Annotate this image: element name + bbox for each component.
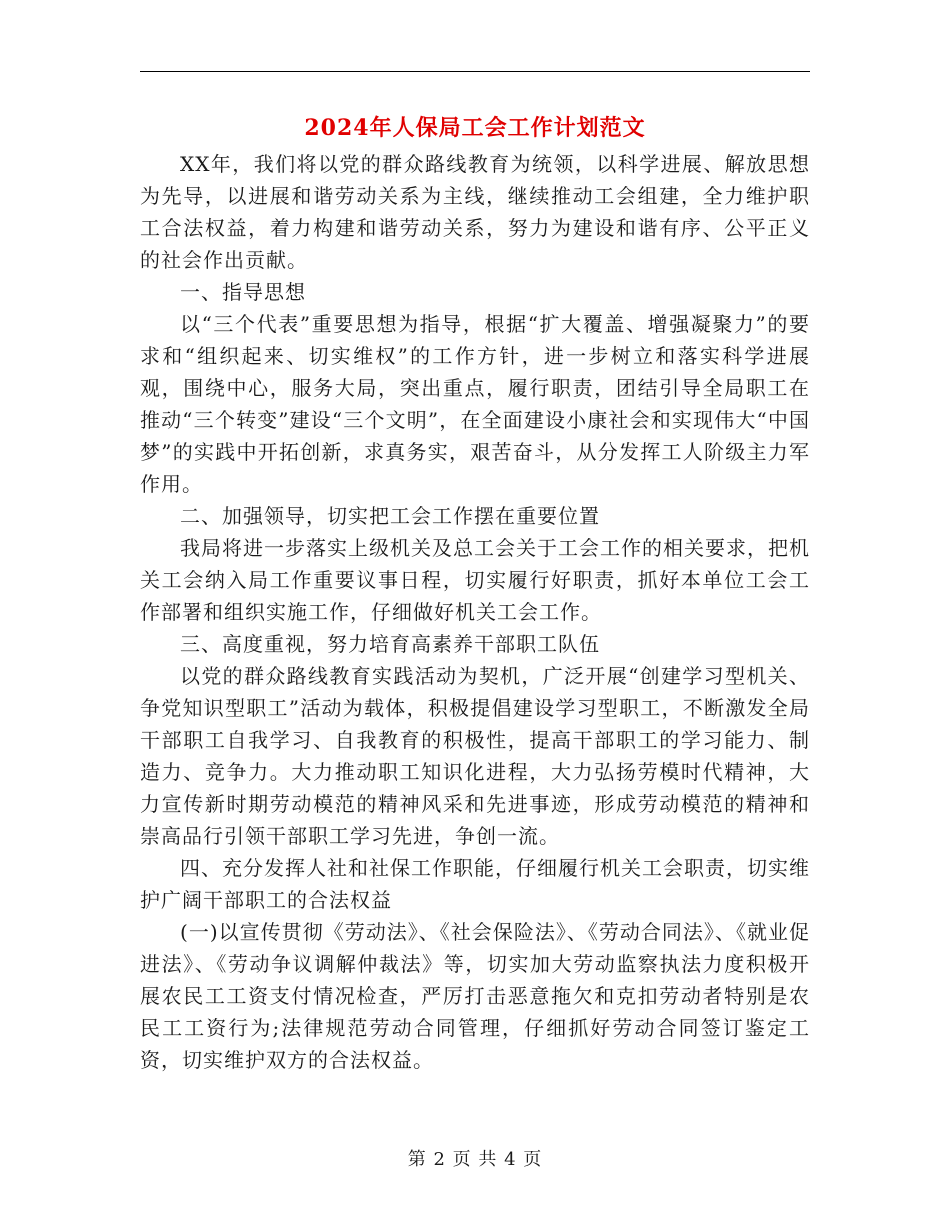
document-body — [140, 148, 810, 1076]
header-rule — [140, 71, 810, 72]
section-heading-1: 一、指导思想 — [180, 280, 306, 304]
section-heading-4: 四、充分发挥人社和社保工作职能，仔细履行机关工会职责，切实维护广阔干部职工的合法权益 — [140, 856, 810, 912]
page-footer: 第 2 页 共 4 页 — [407, 1149, 543, 1170]
section-paragraph-3: 以党的群众路线教育实践活动为契机，广泛开展“创建学习型机关、争党知识型职工”活动为载体，积极提倡建设学习型职工，不断激发全局干部职工自我学习、自我教育的积极性，提高干部职工的学习能力、制造力、竞争力。大力推动职工知识化进程，大力弘扬劳模时代精神，大力宣传新时期劳动模范的精神风采和先进事迹，形成劳动模范的精神和崇高品行引领干部职工学习先进，争创一流。 — [140, 664, 810, 848]
section-heading-2: 二、加强领导，切实把工会工作摆在重要位置 — [180, 504, 600, 528]
document-title: 2024年人保局工会工作计划范文 — [304, 115, 646, 141]
section-paragraph-1: 以“三个代表”重要思想为指导，根据“扩大覆盖、增强凝聚力”的要求和“组织起来、切实维权”的工作方针，进一步树立和落实科学进展观，围绕中心，服务大局，突出重点，履行职责，团结引导全局职工在推动“三个转变”建设“三个文明”，在全面建设小康社会和实现伟大“中国梦”的实践中开拓创新，求真务实，艰苦奋斗，从分发挥工人阶级主力军作用。 — [140, 312, 810, 496]
section-paragraph-4: (一)以宣传贯彻《劳动法》、《社会保险法》、《劳动合同法》、《就业促进法》、《劳动争议调解仲裁法》等，切实加大劳动监察执法力度积极开展农民工工资支付情况检查，严厉打击恶意拖欠和克扣劳动者特别是农民工工资行为;法律规范劳动合同管理，仔细抓好劳动合同签订鉴定工资，切实维护双方的合法权益。 — [140, 920, 810, 1072]
section-paragraph-2: 我局将进一步落实上级机关及总工会关于工会工作的相关要求，把机关工会纳入局工作重要议事日程，切实履行好职责，抓好本单位工会工作部署和组织实施工作，仔细做好机关工会工作。 — [140, 536, 810, 624]
section-heading-3: 三、高度重视，努力培育高素养干部职工队伍 — [180, 632, 600, 656]
intro-paragraph: XX年，我们将以党的群众路线教育为统领，以科学进展、解放思想为先导，以进展和谐劳动关系为主线，继续推动工会组建，全力维护职工合法权益，着力构建和谐劳动关系，努力为建设和谐有序、公平正义的社会作出贡献。 — [140, 152, 810, 272]
